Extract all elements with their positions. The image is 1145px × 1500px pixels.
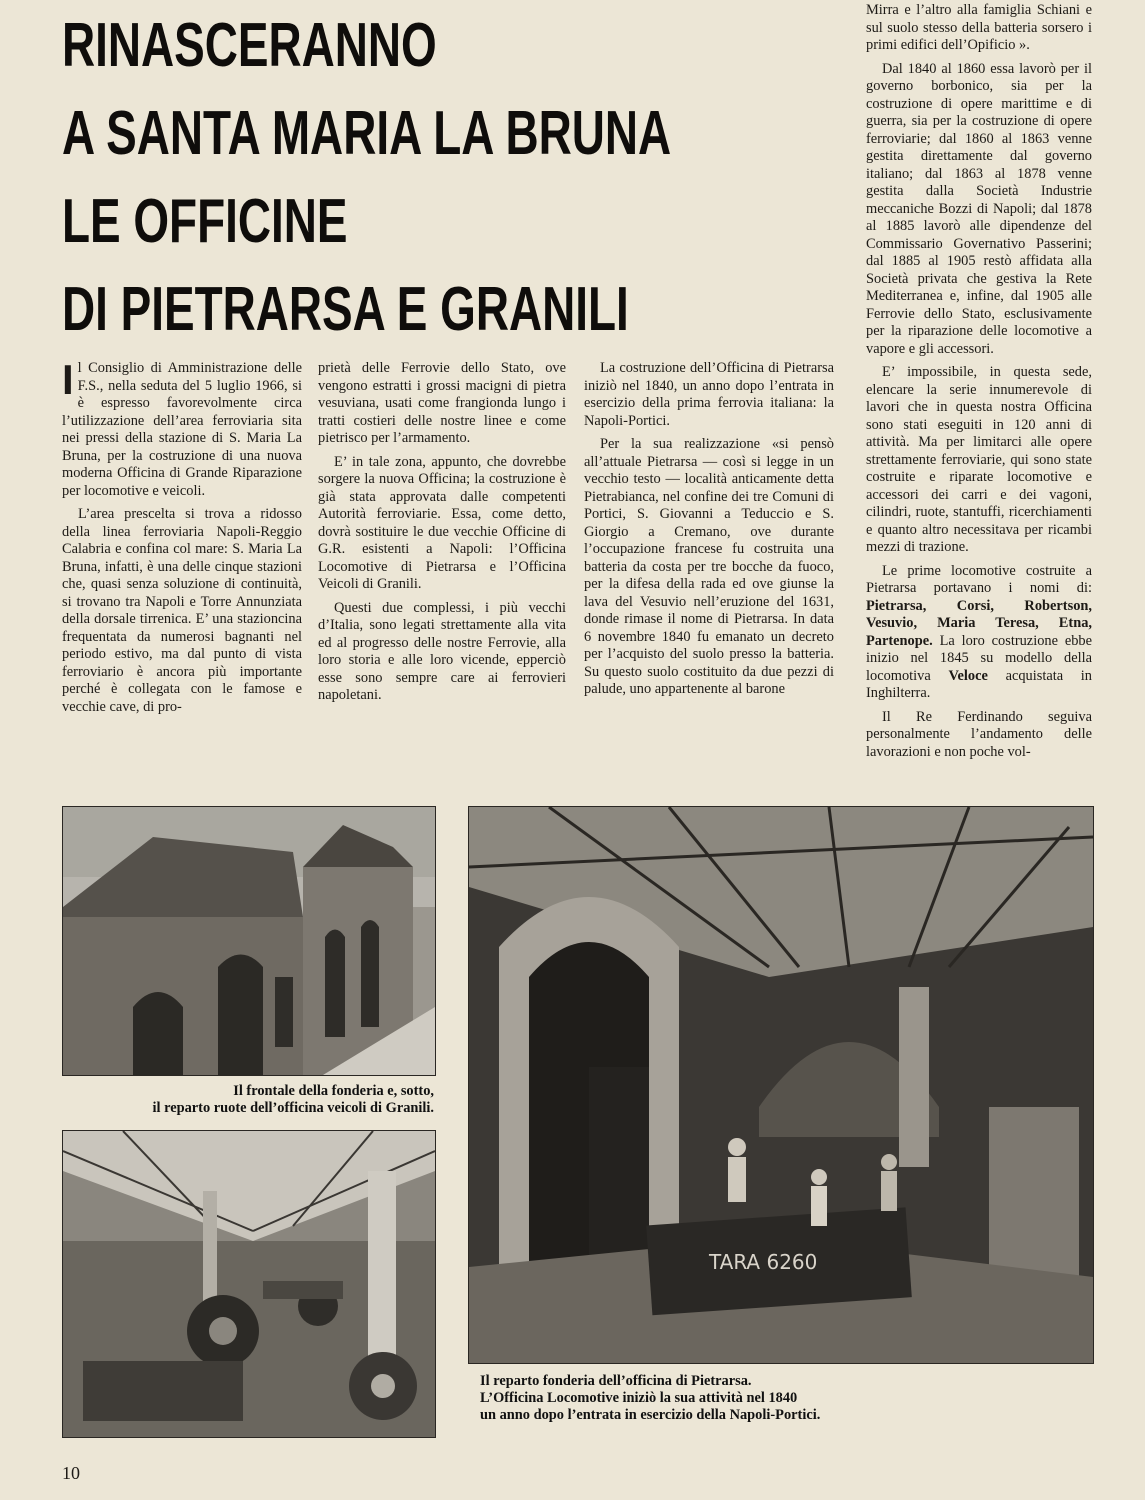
locomotive-model: Veloce: [948, 667, 988, 684]
drop-cap: I: [62, 360, 74, 403]
article-headline: [62, 2, 722, 354]
photo-caption-small: [62, 1083, 434, 1117]
headline-line-4: DI PIETRARSA E GRANILI: [62, 275, 629, 344]
paragraph-text: Le prime locomotive costruite a Pietrarsa portavano i nomi di:: [866, 562, 1092, 596]
paragraph-text: La loro costruzione ebbe inizio nel 1845 su modello della locomotiva: [866, 632, 1092, 684]
foundry-department-illustration: [469, 807, 1093, 1363]
paragraph: [62, 360, 302, 500]
paragraph: L’area prescelta si trova a ridosso della linea ferroviaria Napoli-Reggio Calabria e confina col mare: S. Maria La Bruna, infatti, è una delle cinque stazioni che, quasi senza soluzione di continuità, si trovano tra Napoli e Torre Annunziata della dorsale tirrenica. E’ una stazioncina frequentata da numerosi bagnanti nel periodo estivo, ma dal punto di vista ferroviario è ancora più importante perché è collegata con le famose e vecchie cave, di pro-: [62, 506, 302, 715]
paragraph: La costruzione dell’Officina di Pietrarsa iniziò nel 1840, un anno dopo l’entrata in esercizio della prima ferrovia italiana: la Napoli-Portici.: [584, 360, 834, 429]
photo-foundry-department: [468, 806, 1094, 1364]
foundry-facade-illustration: [63, 807, 435, 1075]
paragraph: [866, 563, 1092, 703]
caption-line: Il reparto fonderia dell’officina di Pietrarsa.: [480, 1373, 752, 1389]
text-column-2: [318, 360, 566, 765]
caption-line: Il frontale della fonderia e, sotto,: [233, 1083, 434, 1099]
locomotive-names: Pietrarsa, Corsi, Robertson, Vesuvio, Maria Teresa, Etna, Partenope.: [866, 597, 1092, 649]
photo-foundry-facade: [62, 806, 436, 1076]
headline-line-1: RINASCERANNO: [62, 11, 437, 80]
paragraph: Il Re Ferdinando seguiva personalmente l’andamento delle lavorazioni e non poche vol-: [866, 708, 1092, 760]
paragraph: E’ impossibile, in questa sede, elencare la serie innumerevole di lavori che in questa nostra Officina sono stati eseguiti in 120 anni di attività. Ma per limitarci alle opere strettamente ferroviarie, qui sono state costruite e riparate locomotive e accessori dei carri e dei vagoni, cilindri, ruote, stantuffi, ricerchiamenti e quanto altro necessitava per ricambi mezzi di trazione.: [866, 364, 1092, 555]
paragraph: Dal 1840 al 1860 essa lavorò per il governo borbonico, sia per la costruzione di opere marittime e di guerra, sia per la costruzione di opere ferroviarie; dal 1860 al 1863 venne gestita direttamente dal governo italiano; dal 1863 al 1878 venne gestita dalla Società Industrie meccaniche Bozzi di Napoli; dal 1878 al 1885 lavorò alle dipendenze del Commissario Governativo Passerini; dal 1885 al 1905 restò affidata alla Società privata che gestiva la Rete Mediterranea e, infine, dal 1905 alle Ferrovie dello Stato, esclusivamente per la riparazione delle locomotive a vapore e gli accessori.: [866, 60, 1092, 357]
paragraph-text: acquistata in Inghilterra.: [866, 667, 1092, 701]
caption-line: un anno dopo l’entrata in esercizio della Napoli-Portici.: [480, 1407, 821, 1423]
text-column-1: [62, 360, 302, 765]
photo-wheel-department: [62, 1130, 436, 1438]
paragraph: Mirra e l’altro alla famiglia Schiani e sul suolo stesso della batteria sorsero i primi edifici dell’Opificio ».: [866, 2, 1092, 53]
caption-line: il reparto ruote dell’officina veicoli di Granili.: [152, 1100, 434, 1116]
page-number: 10: [62, 1463, 80, 1483]
caption-line: L’Officina Locomotive iniziò la sua attività nel 1840: [480, 1390, 798, 1406]
wheel-department-illustration: [63, 1131, 435, 1437]
text-column-4: [866, 2, 1092, 765]
photo-caption-large: [480, 1373, 1092, 1424]
paragraph: Per la sua realizzazione «si pensò all’attuale Pietrarsa — così si legge in un vecchio testo — località anticamente detta Pietrabianca, nel confine dei tre Comuni di Portici, S. Giovanni a Teduccio e S. Giorgio a Cremano, ove durante l’occupazione francese fu costruita una batteria da costa per tre bocche da fuoco, per la difesa della rada ed ove giunse la lava del Vesuvio nell’eruzione del 1631, donde rimase il nome di Pietrarsa. In data 6 novembre 1840 fu emanato un decreto per l’acquisto del suolo presso la batteria. Su questo suolo costituito da due pezzi di palude, uno appartenente al barone: [584, 436, 834, 697]
paragraph: prietà delle Ferrovie dello Stato, ove vengono estratti i grossi macigni di pietra vesuviana, usati come frangionda lungo i tratti costieri delle nostre linee e come pietrisco per l’armamento.: [318, 360, 566, 446]
paragraph: Questi due complessi, i più vecchi d’Italia, sono legati strettamente alla vita ed al progresso delle nostre Ferrovie, alla loro storia e alle loro vicende, epperciò esse sono sempre care ai ferrovieri napoletani.: [318, 599, 566, 703]
paragraph: E’ in tale zona, appunto, che dovrebbe sorgere la nuova Officina; la costruzione è già stata approvata dalle competenti Autorità ferroviarie. Essa, come detto, dovrà sostituire le due vecchie Officine di G.R. esistenti a Napoli: l’Officina Locomotive di Pietrarsa e l’Officina Veicoli di Granili.: [318, 453, 566, 592]
headline-line-2: A SANTA MARIA LA BRUNA: [62, 99, 672, 168]
headline-line-3: LE OFFICINE: [62, 187, 348, 256]
crate-label-text: TARA 6260: [709, 1250, 818, 1274]
text-column-3: [584, 360, 834, 765]
paragraph-text: l Consiglio di Amministrazione delle F.S., nella seduta del 5 luglio 1966, si è espresso favorevolmente circa l’utilizzazione dell’area ferroviaria sita nei pressi della stazione di S. Maria La Bruna, per la costruzione di una nuova moderna Officina di Grande Riparazione per locomotive e veicoli.: [62, 360, 302, 499]
